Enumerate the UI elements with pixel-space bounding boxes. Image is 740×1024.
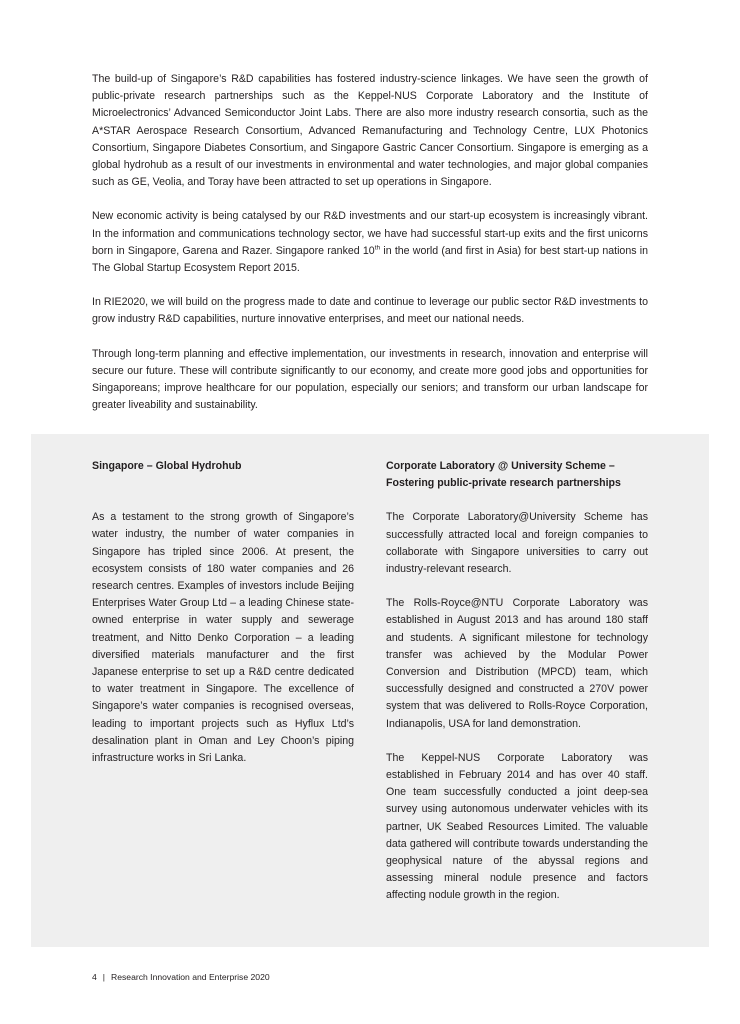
corporate-lab-paragraph-2: The Rolls-Royce@NTU Corporate Laboratory was established in August 2013 and has around 180 staff and students. A significant milestone for technology transfer was achieved by the Modular Power Conversion and Distribution (MPCD) team, which successfully designed and constructed a 270V power system that was delivered to Rolls-Royce Corporation, Indianapolis, USA for land demonstration. [386,597,648,730]
intro-paragraph-3: In RIE2020, we will build on the progress made to date and continue to leverage our public sector R&D investments to grow industry R&D capabilities, nurture innovative enterprises, and meet our national needs. [92,296,648,326]
corporate-lab-paragraph-1: The Corporate Laboratory@University Scheme has successfully attracted local and foreign companies to collaborate with Singapore universities to carry out industry-relevant research. [386,511,648,576]
page-number: 4 [92,972,97,982]
intro-paragraph-2 [92,208,648,277]
hydrohub-paragraph: As a testament to the strong growth of Singapore’s water industry, the number of water companies in Singapore has tripled since 2006. At present, the ecosystem consists of 180 water companies and 26 research centres. Examples of investors include Beijing Enterprises Water Group Ltd – a leading Chinese state-owned enterprise in water supply and sewerage treatment, and Nitto Denko Corporation – a leading diversified materials manufacturer and the first Japanese enterprise to set up a R&D centre dedicated to water treatment in Singapore. The excellence of Singapore’s water companies is recognised overseas, leading to important projects such as Hyflux Ltd’s desalination plant in Oman and Ley Choon’s piping infrastructure works in Sri Lanka. [92,511,354,765]
intro-paragraph-2-text-b: in the world (and first in Asia) for best start-up nations in The Global Startup Ecosystem Report 2015. [92,244,648,275]
intro-paragraph-4: Through long-term planning and effective implementation, our investments in research, innovation and enterprise will secure our future. These will contribute significantly to our economy, and create more good jobs and opportunities for Singaporeans; improve healthcare for our population, especially our seniors; and transform our urban landscape for greater liveability and sustainability. [92,347,648,412]
corporate-lab-paragraph-3: The Keppel-NUS Corporate Laboratory was established in February 2014 and has over 40 staff. One team successfully conducted a joint deep-sea survey using autonomous underwater vehicles with its partner, UK Seabed Resources Limited. The valuable data gathered will contribute towards understanding the geophysical nature of the abyssal regions and assessing mineral nodule presence and factors affecting nodule growth in the region. [386,751,648,902]
intro-text [92,71,648,431]
hydrohub-column [92,458,354,784]
corporate-lab-heading [386,458,648,492]
corporate-lab-heading-line-1: Corporate Laboratory @ University Scheme – [386,460,615,472]
intro-paragraph-2-text-a: New economic activity is being catalysed by our R&D investments and our start-up ecosystem is increasingly vibrant. In the information and communications technology sector, we have had successful start-up exits and the first unicorns born in Singapore, Garena and Razer. Singapore ranked 10 [92,210,648,257]
hydrohub-heading: Singapore – Global Hydrohub [92,460,242,472]
corporate-lab-heading-line-2: Fostering public-private research partnerships [386,477,621,490]
intro-paragraph-1: The build-up of Singapore’s R&D capabilities has fostered industry-science linkages. We have seen the growth of public-private research partnerships such as the Keppel-NUS Corporate Laboratory and the Institute of Microelectronics’ Advanced Semiconductor Joint Labs. There are also more industry research consortia, such as the A*STAR Aerospace Research Consortium, Advanced Remanufacturing and Technology Centre, LUX Photonics Consortium, Singapore Diabetes Consortium, and Singapore Gastric Cancer Consortium. Singapore is emerging as a global hydrohub as a result of our investments in environmental and water technologies, and major global companies such as GE, Veolia, and Toray have been attracted to set up operations in Singapore. [92,73,648,189]
corporate-lab-column [386,458,648,922]
footer-title: Research Innovation and Enterprise 2020 [111,972,270,982]
superscript-th: th [374,244,381,252]
footer-separator: | [102,972,106,982]
page-footer [92,971,270,983]
